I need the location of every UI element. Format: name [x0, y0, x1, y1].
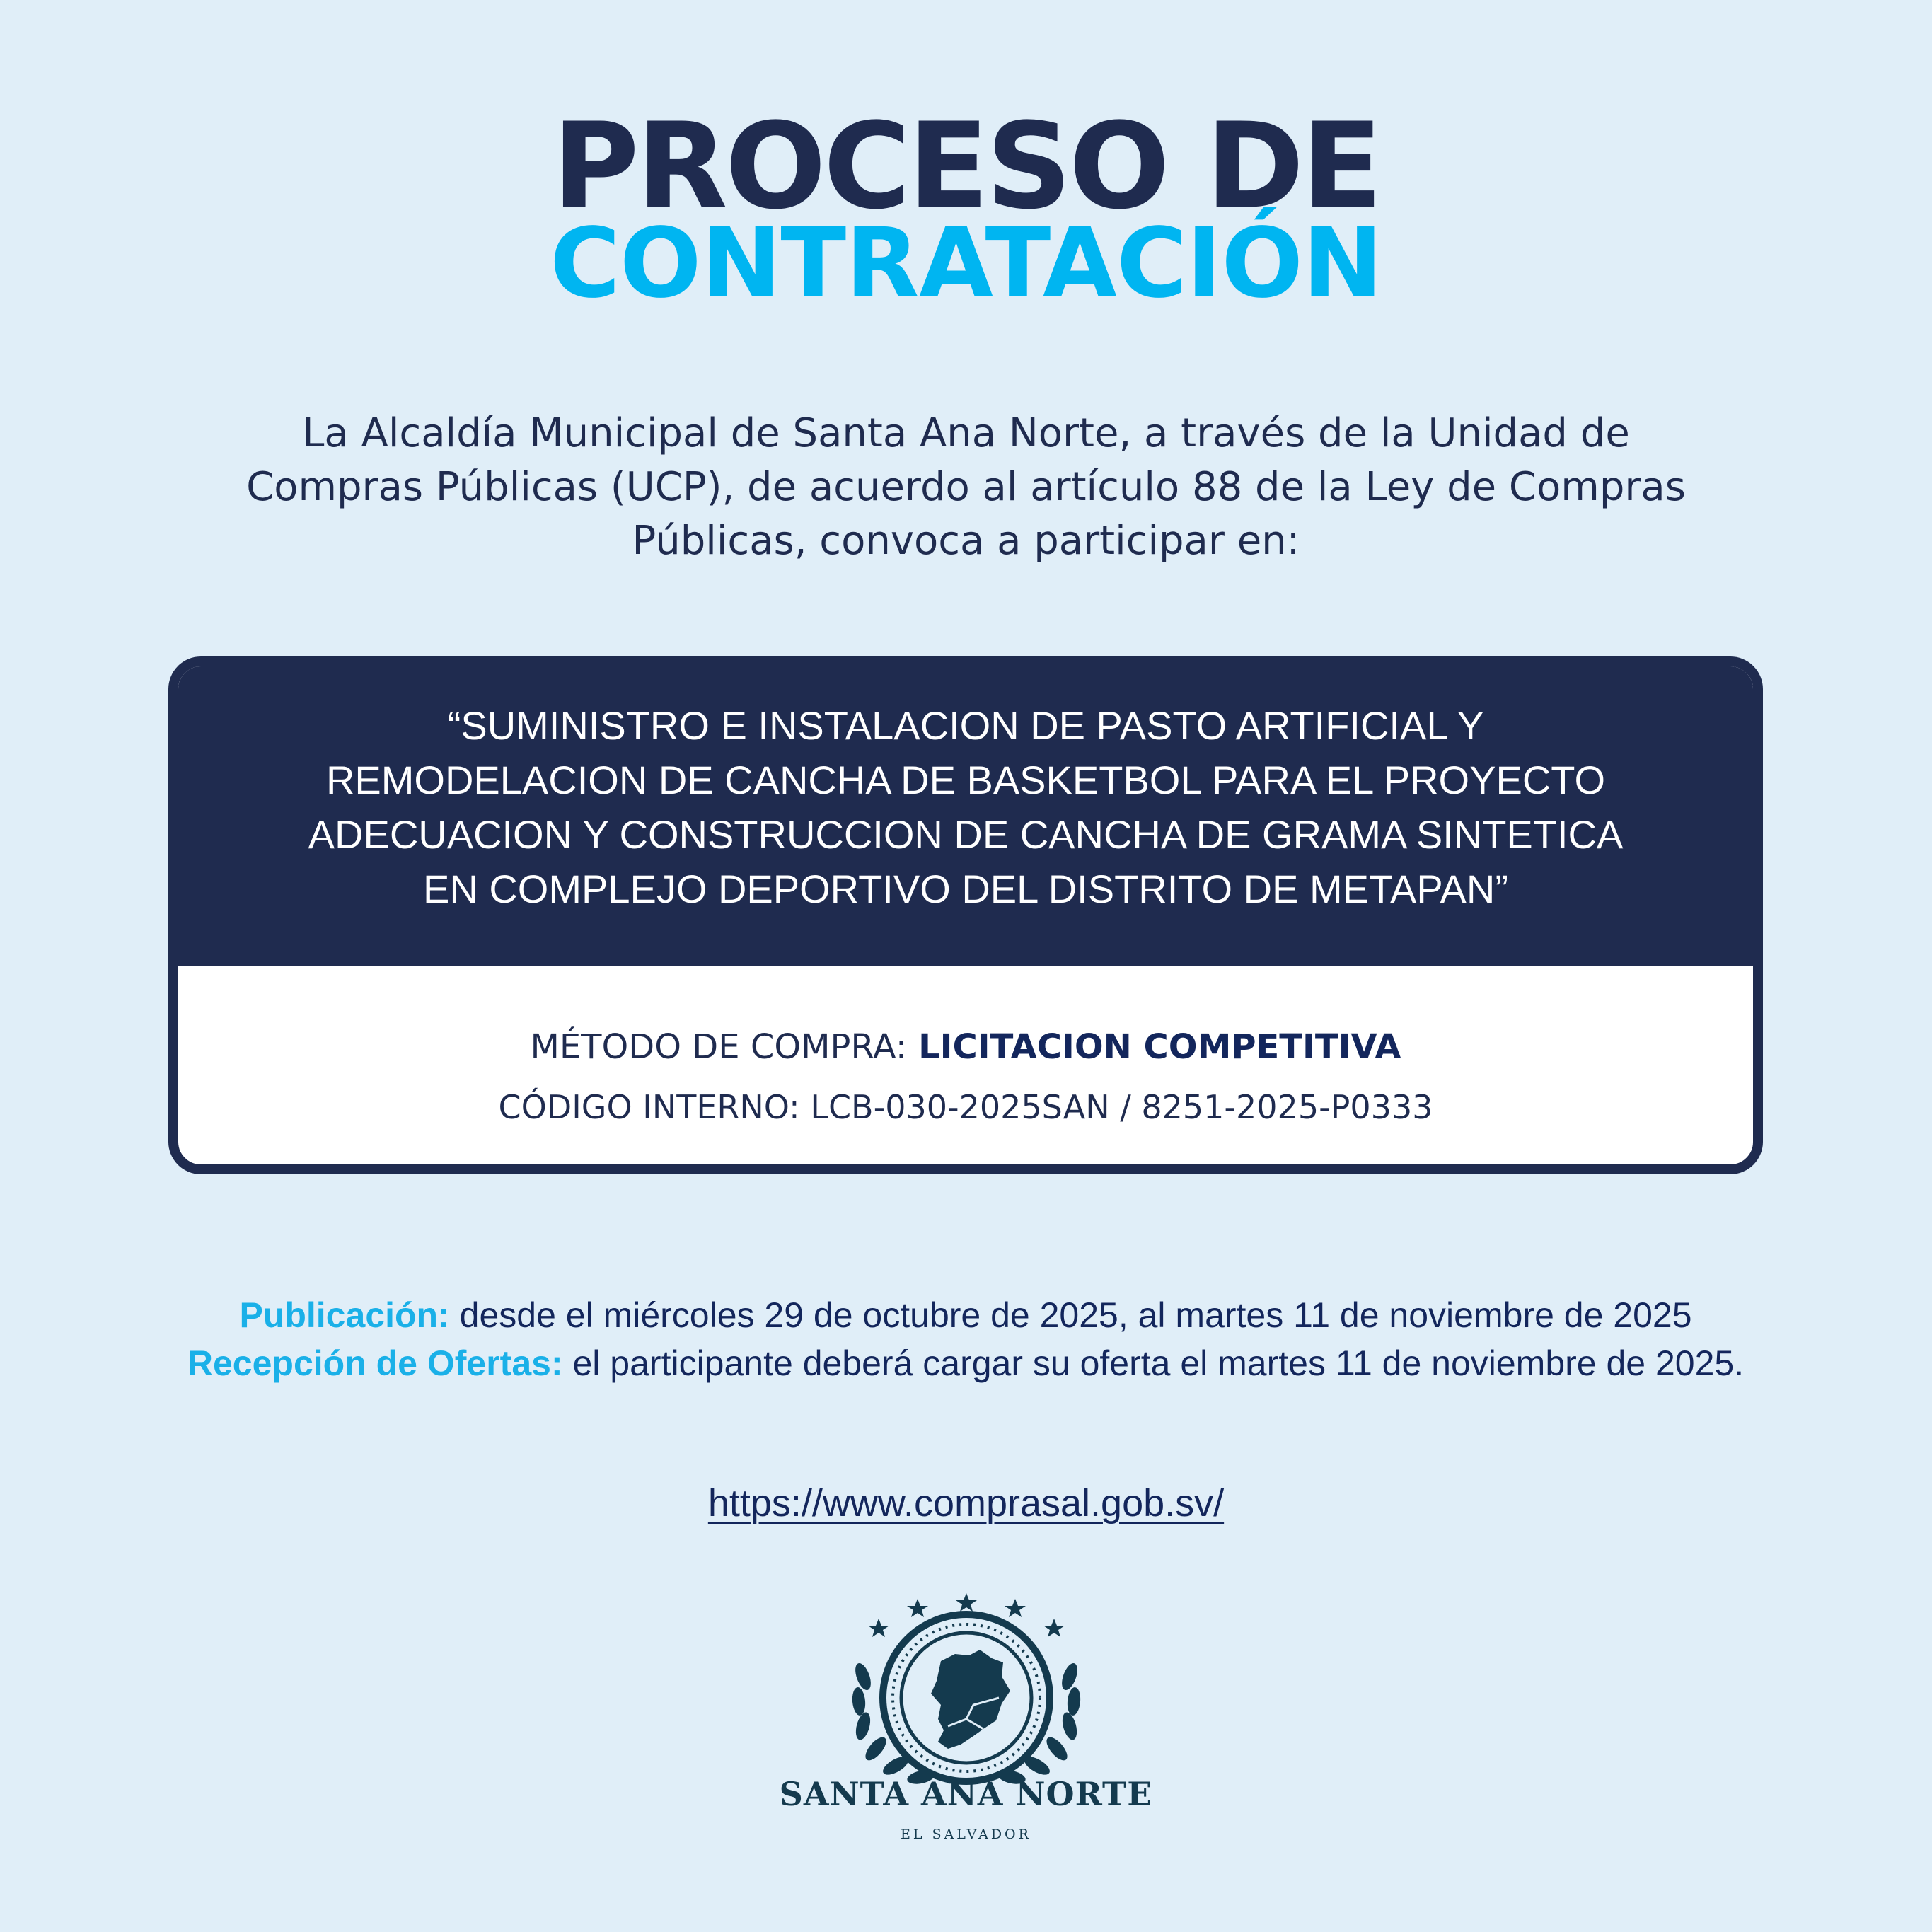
comprasal-link-line — [0, 1479, 1932, 1528]
internal-code-value: LCB-030-2025SAN / 8251-2025-P0333 — [810, 1088, 1433, 1126]
page-title-line2: CONTRATACIÓN — [550, 208, 1382, 320]
project-card — [168, 656, 1763, 1174]
project-card-header — [178, 666, 1753, 966]
publication-label: Publicación: — [239, 1295, 450, 1335]
purchase-method — [178, 1026, 1753, 1068]
reception-line — [170, 1339, 1762, 1387]
page-title-line1: PROCESO DE — [552, 97, 1380, 236]
reception-text: el participante deberá cargar su oferta el martes 11 de noviembre de 2025. — [572, 1343, 1745, 1383]
publication-line — [170, 1291, 1762, 1339]
purchase-method-label: MÉTODO DE COMPRA: — [530, 1027, 908, 1067]
organization-country: EL SALVADOR — [901, 1827, 1031, 1842]
internal-code — [178, 1086, 1753, 1128]
internal-code-label: CÓDIGO INTERNO: — [498, 1088, 800, 1126]
publication-text: desde el miércoles 29 de octubre de 2025, al martes 11 de noviembre de 2025 — [459, 1295, 1692, 1335]
intro-paragraph: La Alcaldía Municipal de Santa Ana Norte, a través de la Unidad de Compras Públicas (UCP), de acuerdo al artículo 88 de la Ley de Compras Públicas, convoca a participar en: — [246, 410, 1686, 564]
organization-name: SANTA ANA NORTE — [779, 1775, 1153, 1813]
municipal-seal-icon — [835, 1585, 1098, 1797]
schedule-block — [170, 1291, 1762, 1387]
purchase-method-value: LICITACION COMPETITIVA — [918, 1027, 1401, 1067]
project-title: “SUMINISTRO E INSTALACION DE PASTO ARTIFICIAL Y REMODELACION DE CANCHA DE BASKETBOL PARA EL PROYECTO ADECUACION Y CONSTRUCCION DE CANCHA DE GRAMA SINTETICA EN COMPLEJO DEPORTIVO DEL DISTRITO DE METAPAN” — [308, 703, 1624, 911]
project-card-body — [178, 966, 1753, 1174]
reception-label: Recepción de Ofertas: — [187, 1343, 563, 1383]
comprasal-link[interactable]: https://www.comprasal.gob.sv/ — [707, 1482, 1225, 1525]
